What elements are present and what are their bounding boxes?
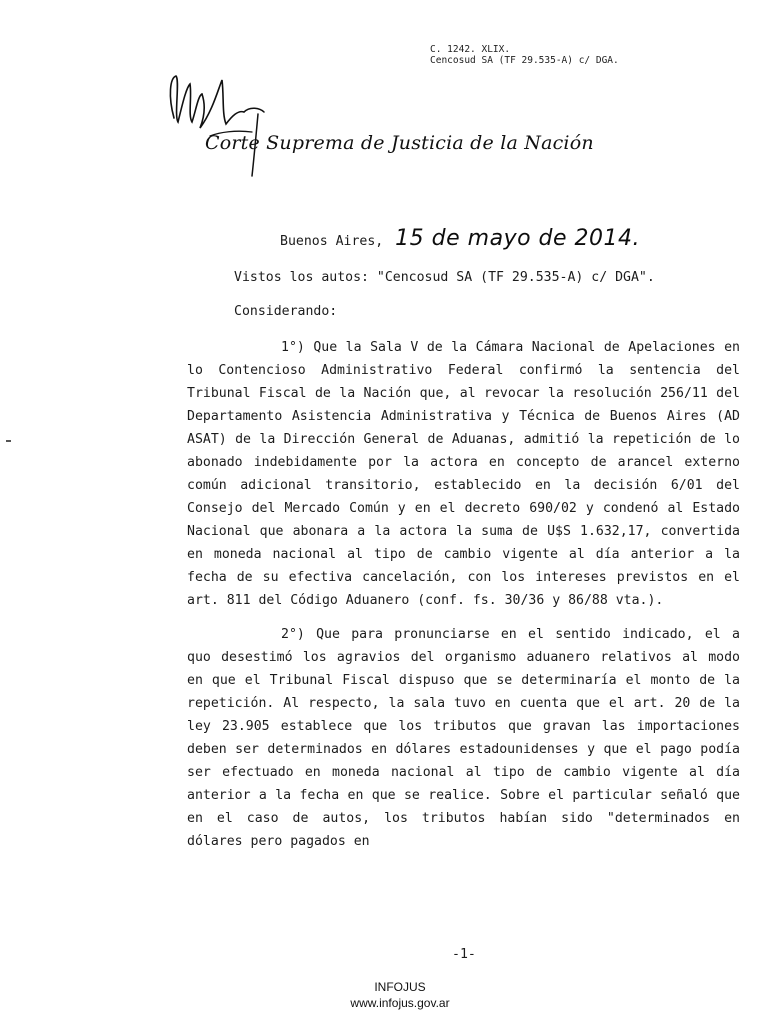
vistos-line: Vistos los autos: "Cencosud SA (TF 29.535-A) c/ DGA". (234, 270, 655, 285)
paragraph-1: 1°) Que la Sala V de la Cámara Nacional de Apelaciones en lo Contencioso Administrativo Federal confirmó la sentencia del Tribunal Fiscal de la Nación que, al revocar la resolución 256/11 del Departamento Asistencia Administrativa y Técnica de Buenos Aires (AD ASAT) de la Dirección General de Aduanas, admitió la repetición de lo abonado indebidamente por la actora en concepto de arancel externo común adicional transitorio, establecido en la decisión 6/01 del Consejo del Mercado Común y en el decreto 690/02 y condenó al Estado Nacional que abonara a la actora la suma de U$S 1.632,17, convertida en moneda nacional al tipo de cambio vigente al día anterior a la fecha de su efectiva cancelación, con los intereses previstos en el art. 811 del Código Aduanero (conf. fs. 30/36 y 86/88 vta.). (187, 340, 740, 608)
handwritten-date: 15 de mayo de 2014. (395, 226, 641, 251)
date-location-label: Buenos Aires, (280, 234, 384, 249)
paragraph-2: 2°) Que para pronunciarse en el sentido indicado, el a quo desestimó los agravios del organismo aduanero relativos al modo en que el Tribunal Fiscal dispuso que se determinaría el monto de la repetición. Al respecto, la sala tuvo en cuenta que el art. 20 de la ley 23.905 establece que los tributos que gravan las importaciones deben ser determinados en dólares estadounidenses y que el pago podía ser efectuado en moneda nacional al tipo de cambio vigente al día anterior a la fecha en que se realice. Sobre el particular señaló que en el caso de autos, los tributos habían sido "determinados en dólares pero pagados en (187, 627, 740, 849)
page-number: -1- (452, 947, 476, 962)
date-line (280, 226, 640, 251)
footer-source: INFOJUS (374, 980, 426, 994)
scan-mark (6, 440, 11, 442)
case-reference (430, 44, 619, 66)
handwritten-signature (160, 66, 280, 186)
case-title: Cencosud SA (TF 29.535-A) c/ DGA. (430, 55, 619, 66)
footer (0, 979, 768, 1011)
body-text (187, 336, 740, 864)
court-name: Corte Suprema de Justicia de la Nación (205, 132, 594, 154)
footer-url[interactable]: www.infojus.gov.ar (350, 996, 450, 1010)
case-number: C. 1242. XLIX. (430, 44, 511, 55)
considerando-heading: Considerando: (234, 304, 338, 319)
